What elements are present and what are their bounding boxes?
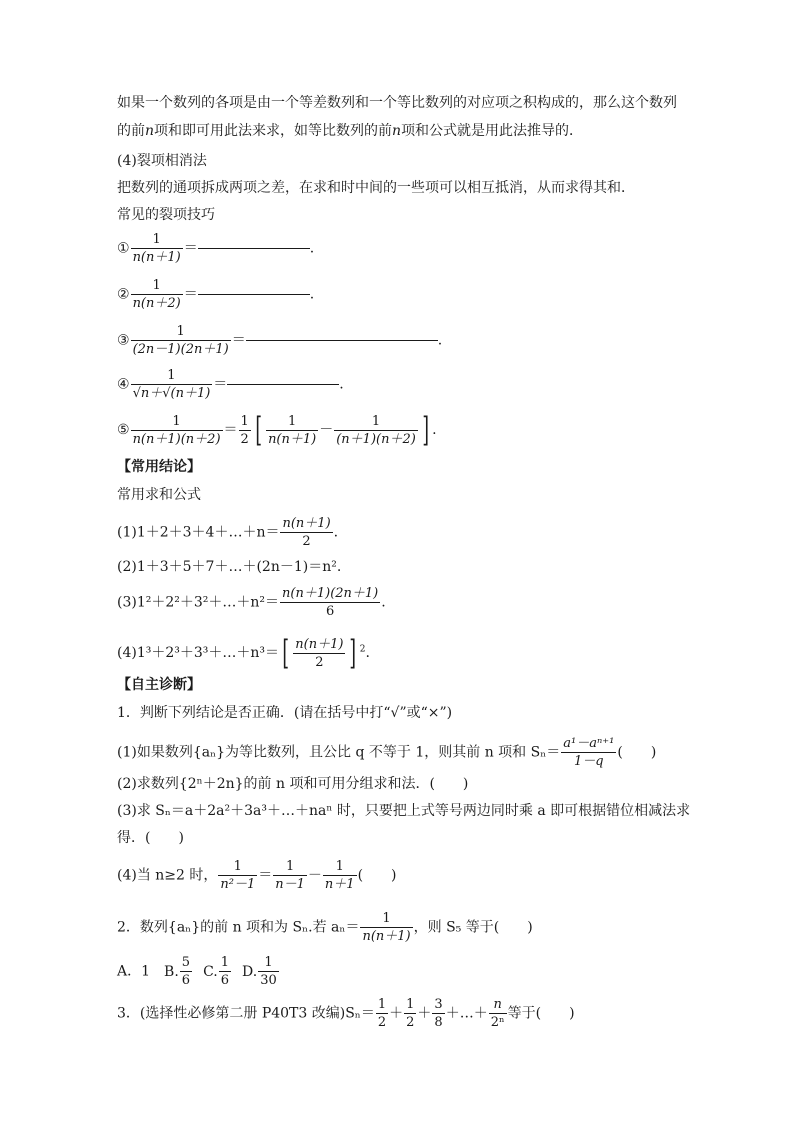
fraction [293,638,345,669]
answer-blank[interactable] [227,384,339,385]
denominator: n(n＋1) [268,431,317,447]
denominator: 8 [434,1015,443,1030]
denominator: n(n＋1) [362,929,411,944]
answer-blank[interactable] [198,248,310,249]
denominator: 2 [302,534,311,549]
tip-4 [117,369,344,400]
numerator: 1 [131,233,183,249]
option-b[interactable] [164,955,193,988]
denominator: 6 [220,973,230,988]
denominator: 2 [377,1015,387,1030]
equals-sign: ＝ [258,867,273,884]
numerator: 1 [220,955,230,970]
question-2-options [117,956,280,987]
numerator: 1 [131,279,183,295]
question-text: ，则 S₅ 等于( ) [413,919,533,936]
fraction [131,279,183,310]
question-1-3-line-1: (3)求 Sₙ＝a＋2a²＋3a³＋…＋naⁿ 时，只要把上式等号两边同时乘 a 即可根据错位相减法求 [117,803,691,819]
option-d[interactable] [242,955,280,988]
period: . [381,594,386,611]
fraction [218,860,257,891]
question-3 [117,998,575,1029]
fraction-half [239,415,251,446]
formula-4 [117,633,370,673]
minus-sign: － [319,422,334,438]
denominator: 2 [240,431,249,447]
tip-marker: ① [117,240,130,257]
numerator: 5 [181,955,191,970]
tips-title: 常见的裂项技巧 [117,207,215,223]
question-text: 3．(选择性必修第二册 P40T3 改编)Sₙ＝ [117,1005,375,1022]
minus-sign: － [307,867,322,884]
question-1: 1．判断下列结论是否正确．(请在括号中打“√”或“×”) [117,705,453,721]
question-text: 等于( ) [507,1005,575,1022]
denominator: n²－1 [220,877,256,892]
denominator: √n＋√(n＋1) [132,386,211,401]
tip-marker: ② [117,286,130,303]
intro-line-2 [117,121,583,141]
formula-text: (1)1＋2＋3＋4＋…＋n＝ [117,524,280,541]
numerator: 1 [323,860,357,876]
numerator: 1 [131,415,223,431]
denominator: 6 [181,973,191,988]
conclusions-subtitle: 常用求和公式 [117,487,201,503]
fraction [561,737,616,768]
question-1-1 [117,737,656,768]
denominator: n(n＋1)(n＋2) [132,431,221,447]
fraction [258,956,279,987]
period: . [309,240,315,257]
denominator: 2ⁿ [490,1015,505,1030]
period: . [339,376,344,393]
intro-text: 项和即可用此法来求，如等比数列的前 [154,123,393,139]
period: . [365,645,370,661]
method4-description: 把数列的通项拆成两项之差，在求和时中间的一些项可以相互抵消，从而求得其和． [117,180,635,196]
right-bracket: ] [422,410,429,450]
numerator: 1 [218,860,257,876]
question-1-4 [117,860,397,891]
numerator: n [489,998,507,1014]
tip-marker: ⑤ [117,422,130,438]
formula-text: (3)1²＋2²＋3²＋…＋n²＝ [117,594,280,611]
question-text: (1)如果数列{aₙ}为等比数列，且公比 q 不等于 1，则其前 n 项和 Sₙ＝ [117,744,561,761]
option-a[interactable]: A．1 [117,963,151,980]
answer-parentheses[interactable]: ( ) [617,744,657,761]
option-label: B. [164,963,179,980]
period: . [309,286,315,303]
question-1-2: (2)求数列{2ⁿ＋2n}的前 n 项和可用分组求和法．( ) [117,776,469,792]
period: . [333,524,339,541]
equals-sign: ＝ [183,240,198,257]
numerator: a¹－aⁿ⁺¹ [563,736,615,751]
numerator: n(n＋1)(2n＋1) [282,586,379,601]
denominator: n＋1 [324,877,355,892]
tip-marker: ④ [117,376,130,393]
formula-3 [117,587,386,618]
answer-blank[interactable] [198,294,310,295]
numerator: 1 [131,325,231,341]
question-text: (4)当 n≥2 时， [117,867,218,884]
equals-sign: ＝ [213,376,228,393]
exponent: 2 [359,644,366,655]
equals-sign: ＝ [231,332,246,349]
answer-blank[interactable] [246,340,438,341]
tip-3 [117,325,442,356]
method4-title: (4)裂项相消法 [117,153,207,169]
numerator: 3 [434,997,443,1012]
fraction [489,998,507,1029]
numerator: 1 [131,369,213,385]
left-bracket: [ [282,633,289,673]
period: . [432,422,437,438]
numerator: 1 [360,912,412,928]
fraction [180,956,192,987]
intro-text: 项和公式就是用此法推导的． [401,123,584,139]
option-label: C. [203,963,218,980]
numerator: 1 [334,415,418,431]
intro-text: 的前 [117,123,145,139]
numerator: 1 [273,860,307,876]
intro-line-1: 如果一个数列的各项是由一个等差数列和一个等比数列的对应项之积构成的，那么这个数列 [117,95,677,111]
tip-5 [117,410,437,450]
option-c[interactable] [203,955,232,988]
denominator: 30 [260,973,277,988]
option-label: D. [242,963,258,980]
fraction [404,998,416,1029]
ellipsis-term: ＋…＋ [445,1005,488,1022]
fraction [219,956,231,987]
fraction [131,325,231,356]
tip-2 [117,279,314,310]
fraction [280,517,332,548]
fraction [323,860,357,891]
var-n: n [145,123,155,139]
plus-sign: ＋ [389,1005,404,1022]
question-2 [117,912,533,943]
denominator: 2 [315,654,324,670]
fraction [131,369,213,400]
fraction [273,860,307,891]
numerator: n(n＋1) [282,516,331,531]
denominator: (n＋1)(n＋2) [336,431,416,447]
fraction [376,998,388,1029]
denominator: n(n＋1) [132,250,181,265]
denominator: 2 [406,1015,415,1030]
denominator: 6 [326,604,335,619]
fraction [360,912,412,943]
numerator: 1 [377,997,387,1012]
fraction [280,587,380,618]
answer-parentheses[interactable]: ( ) [357,867,397,884]
conclusions-title: 【常用结论】 [117,459,201,475]
fraction [266,415,318,446]
denominator: 1－q [574,754,604,769]
fraction [334,415,418,446]
numerator: n(n＋1) [295,636,344,652]
formula-1 [117,517,338,548]
fraction [131,233,183,264]
equals-sign: ＝ [183,286,198,303]
numerator: 1 [406,997,415,1012]
fraction [432,998,444,1029]
denominator: (2n－1)(2n＋1) [132,342,229,357]
left-bracket: [ [255,410,262,450]
tip-marker: ③ [117,332,130,349]
denominator: n－1 [275,877,305,892]
formula-2: (2)1＋3＋5＋7＋…＋(2n－1)＝n². [117,559,342,575]
numerator: 1 [266,415,318,431]
question-text: 2．数列{aₙ}的前 n 项和为 Sₙ.若 aₙ＝ [117,919,360,936]
diagnosis-title: 【自主诊断】 [117,677,201,693]
denominator: n(n＋2) [132,296,181,311]
right-bracket: ] [349,633,357,673]
question-1-3-line-2: 得．( ) [117,830,184,846]
fraction [131,415,223,446]
equals-sign: ＝ [223,422,238,438]
formula-text: (4)1³＋2³＋3³＋…＋n³＝ [117,645,280,661]
tip-1 [117,233,314,264]
numerator: 1 [240,413,249,429]
period: . [437,332,443,349]
var-n: n [392,123,402,139]
plus-sign: ＋ [417,1005,432,1022]
numerator: 1 [258,956,279,972]
